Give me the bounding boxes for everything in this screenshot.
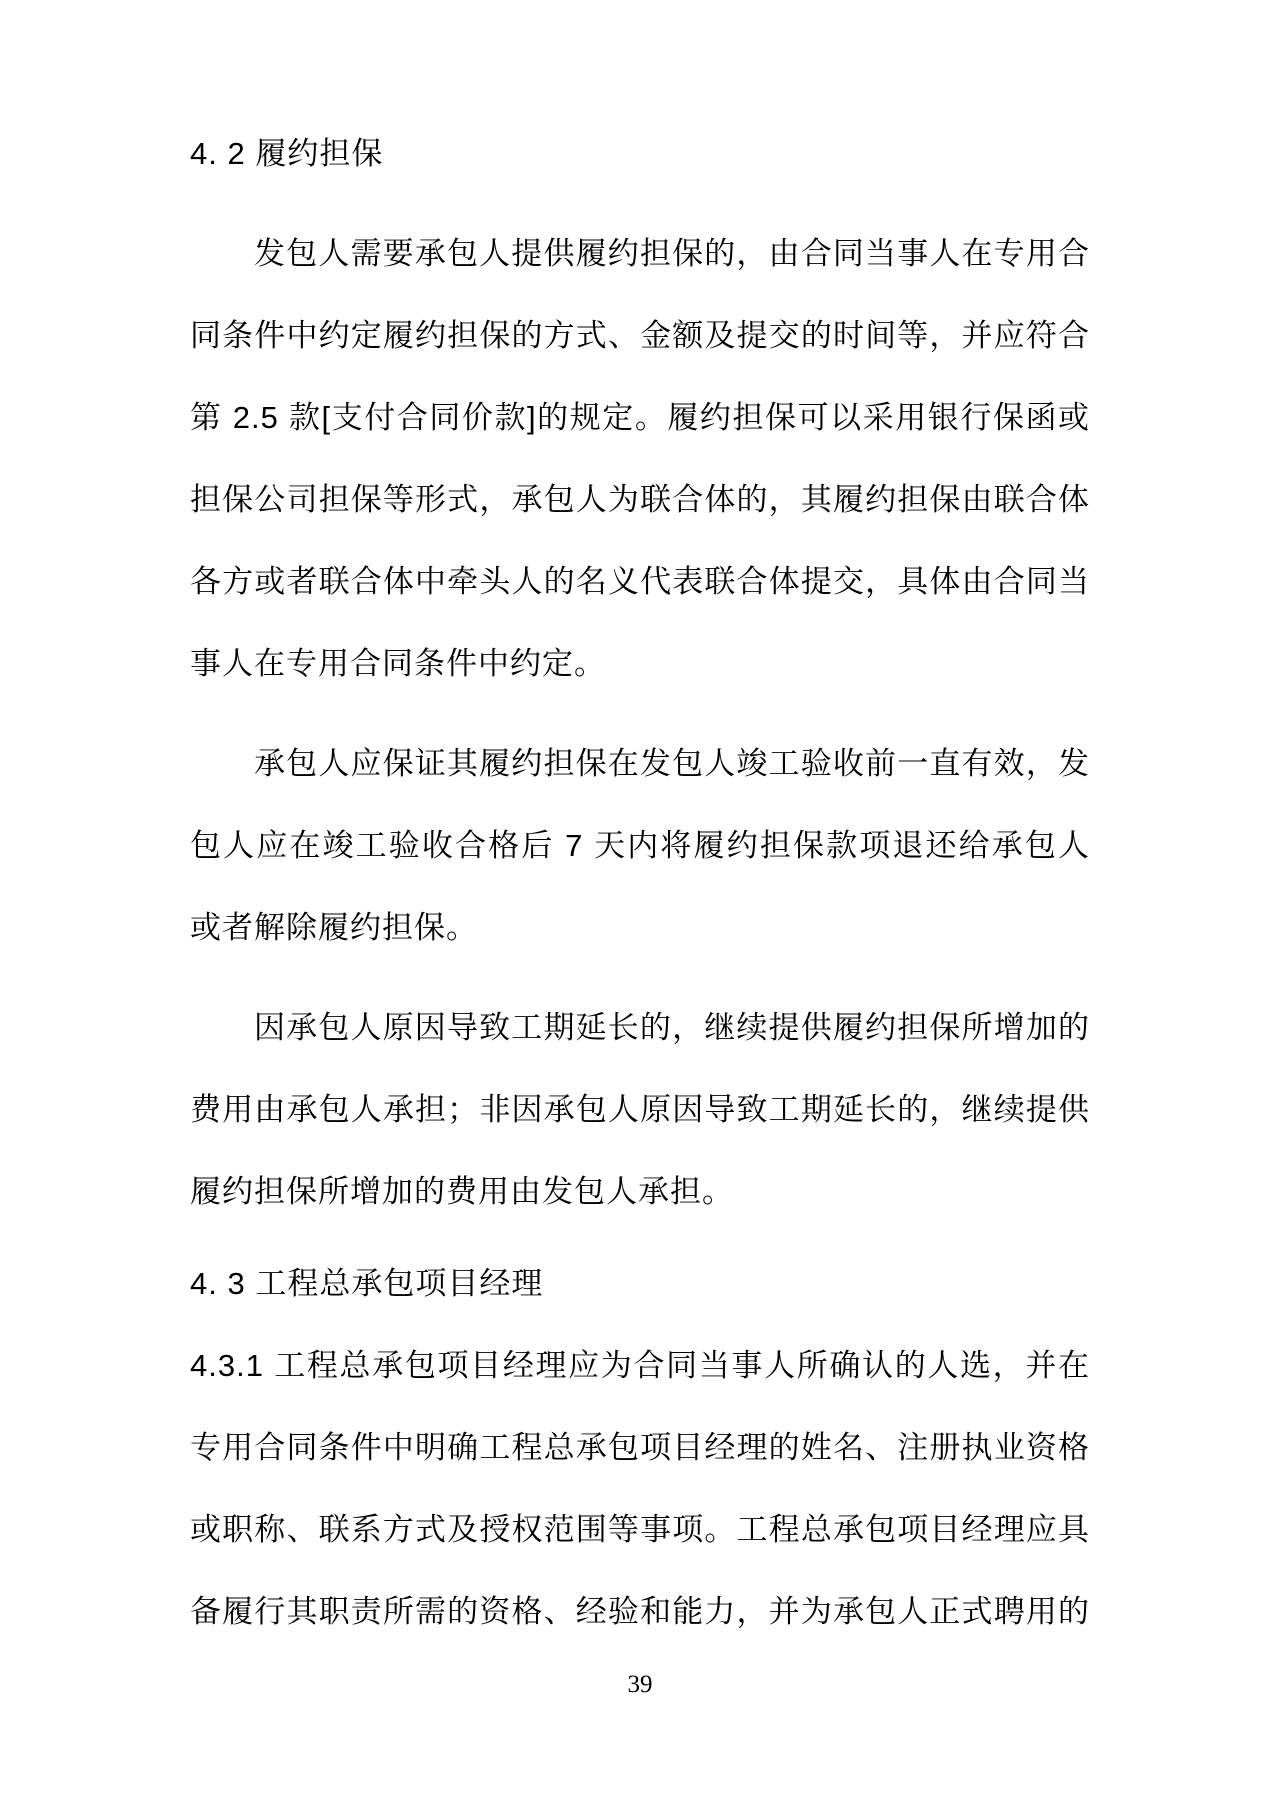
text-line: 备履行其职责所需的资格、经验和能力，并为承包人正式聘用的: [190, 1594, 1090, 1629]
page-number: 39: [627, 1671, 653, 1698]
section-heading-4-3: [190, 1243, 1090, 1325]
heading-line: 4. 2 履约担保: [190, 136, 384, 171]
text-line: 因承包人原因导致工期延长的，继续提供履约担保所增加的: [254, 1010, 1090, 1045]
text-line: 4.3.1 工程总承包项目经理应为合同当事人所确认的人选，并在: [190, 1348, 1090, 1383]
text-line: 费用由承包人承担；非因承包人原因导致工期延长的，继续提供: [190, 1092, 1090, 1127]
text-line: 事人在专用合同条件中约定。: [190, 646, 606, 681]
paragraph-performance-guarantee-2: [190, 723, 1090, 969]
text-line: 包人应在竣工验收合格后 7 天内将履约担保款项退还给承包人: [190, 828, 1090, 863]
heading-line: 4. 3 工程总承包项目经理: [190, 1266, 544, 1301]
text-line: 或者解除履约担保。: [190, 910, 478, 945]
paragraph-project-manager-4-3-1: [190, 1325, 1090, 1653]
document-body: [190, 113, 1090, 1653]
text-line: 各方或者联合体中牵头人的名义代表联合体提交，具体由合同当: [190, 564, 1090, 599]
text-line: 第 2.5 款[支付合同价款]的规定。履约担保可以采用银行保函或: [190, 400, 1090, 435]
text-line: 发包人需要承包人提供履约担保的，由合同当事人在专用合: [254, 236, 1090, 271]
text-line: 承包人应保证其履约担保在发包人竣工验收前一直有效，发: [254, 746, 1090, 781]
section-heading-4-2: [190, 113, 1090, 195]
text-line: 履约担保所增加的费用由发包人承担。: [190, 1174, 734, 1209]
text-line: 同条件中约定履约担保的方式、金额及提交的时间等，并应符合: [190, 318, 1090, 353]
text-line: 担保公司担保等形式，承包人为联合体的，其履约担保由联合体: [190, 482, 1090, 517]
paragraph-performance-guarantee-1: [190, 213, 1090, 705]
text-line: 或职称、联系方式及授权范围等事项。工程总承包项目经理应具: [190, 1512, 1090, 1547]
text-line: 专用合同条件中明确工程总承包项目经理的姓名、注册执业资格: [190, 1430, 1090, 1465]
paragraph-performance-guarantee-3: [190, 987, 1090, 1233]
